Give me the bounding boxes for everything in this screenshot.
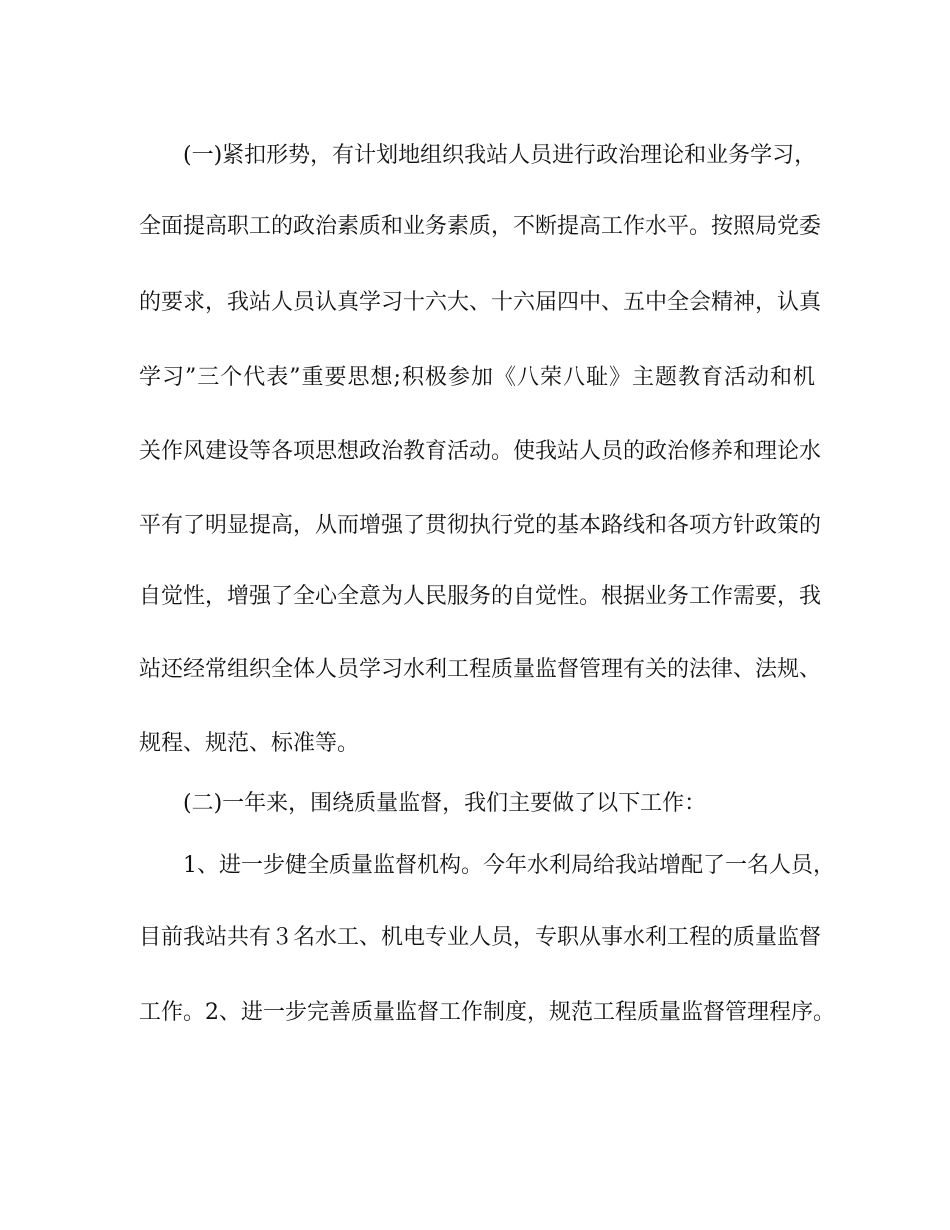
paragraph-1-line-1: (一)紧扣形势，有计划地组织我站人员进行政治理论和业务学习， <box>183 143 817 168</box>
paragraph-2-line-1: (二)一年来，围绕质量监督，我们主要做了以下工作： <box>183 791 707 816</box>
paragraph-1-line-3: 的要求，我站人员认真学习十六大、十六届四中、五中全会精神，认真 <box>139 290 822 315</box>
paragraph-1-line-5: 关作风建设等各项思想政治教育活动。使我站人员的政治修养和理论水 <box>139 439 822 464</box>
paragraph-1-line-9: 规程、规范、标准等。 <box>139 731 360 756</box>
paragraph-1-line-8: 站还经常组织全体人员学习水利工程质量监督管理有关的法律、法规、 <box>139 657 822 682</box>
paragraph-1-line-2: 全面提高职工的政治素质和业务素质，不断提高工作水平。按照局党委 <box>139 214 822 239</box>
paragraph-3-line-2: 目前我站共有３名水工、机电专业人员，专职从事水利工程的质量监督 <box>139 925 822 950</box>
paragraph-3-line-1: 1、进一步健全质量监督机构。今年水利局给我站增配了一名人员， <box>183 853 835 878</box>
paragraph-3-line-3: 工作。2、进一步完善质量监督工作制度，规范工程质量监督管理程序。 <box>139 1000 835 1025</box>
paragraph-1-line-4: 学习”三个代表”重要思想;积极参加《八荣八耻》主题教育活动和机 <box>139 365 815 390</box>
paragraph-1-line-6: 平有了明显提高，从而增强了贯彻执行党的基本路线和各项方针政策的 <box>139 513 822 538</box>
paragraph-1-line-7: 自觉性，增强了全心全意为人民服务的自觉性。根据业务工作需要，我 <box>139 584 822 609</box>
